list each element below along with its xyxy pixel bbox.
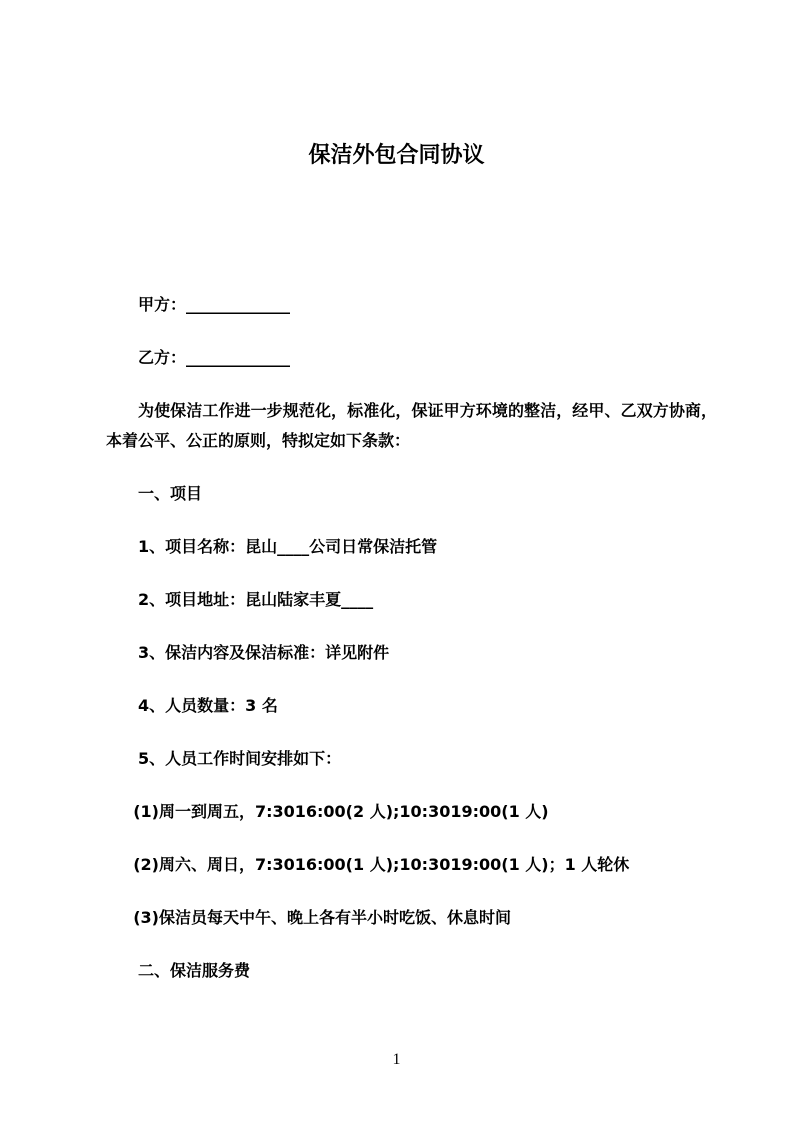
document-title: 保洁外包合同协议 — [308, 143, 485, 168]
section2-heading: 二、保洁服务费 — [138, 961, 251, 980]
section1-item-project-address: 2、项目地址：昆山陆家丰夏____ — [138, 590, 374, 609]
page-number: 1 — [392, 1051, 401, 1068]
section1-item-cleaning-standard: 3、保洁内容及保洁标准：详见附件 — [138, 643, 390, 662]
party-a-label: 甲方： — [138, 295, 187, 314]
schedule-subitem-weekdays: (1)周一到周五，7:3016:00(2 人);10:3019:00(1 人) — [133, 802, 549, 821]
intro-paragraph: 为使保洁工作进一步规范化，标准化，保证甲方环境的整洁，经甲、乙双方协商，本着公平、公正的原则，特拟定如下条款： — [106, 401, 717, 450]
schedule-subitem-breaks: (3)保洁员每天中午、晚上各有半小时吃饭、休息时间 — [133, 908, 511, 927]
schedule-subitem-weekend: (2)周六、周日，7:3016:00(1 人);10:3019:00(1 人)；1 人轮休 — [133, 855, 630, 874]
section1-heading: 一、项目 — [138, 484, 203, 503]
party-b-line — [106, 343, 717, 373]
party-a-line — [106, 290, 717, 320]
party-a-blank-field: _____________ — [186, 295, 291, 314]
section1-item-project-name: 1、项目名称：昆山____公司日常保洁托管 — [138, 537, 438, 556]
section1-item-staff-count: 4、人员数量：3 名 — [138, 696, 278, 715]
party-b-label: 乙方： — [138, 348, 187, 367]
party-b-blank-field: _____________ — [186, 348, 291, 367]
section1-item-work-schedule: 5、人员工作时间安排如下： — [138, 749, 342, 768]
